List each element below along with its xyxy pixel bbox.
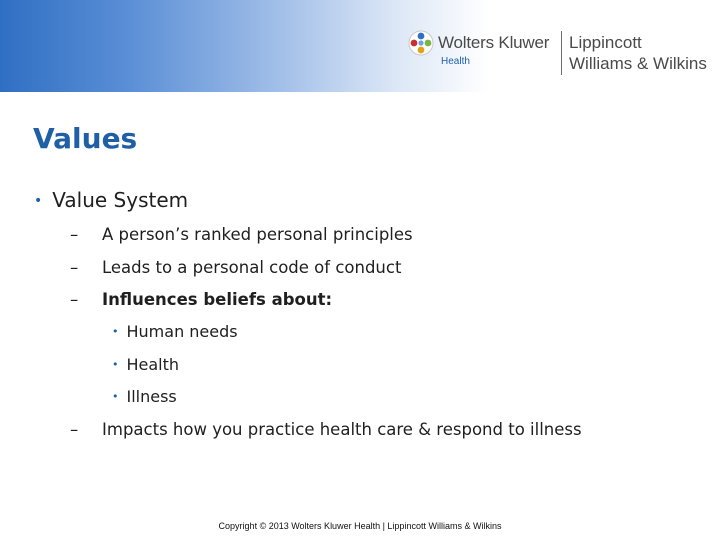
- bullet-icon: •: [112, 390, 119, 403]
- bullet-icon: •: [34, 193, 43, 209]
- sub-item: [70, 290, 332, 309]
- lippincott-line-1: Lippincott: [569, 33, 642, 52]
- lippincott-logo: [569, 32, 707, 74]
- logo-company-name: Wolters Kluwer: [438, 33, 550, 52]
- nested-item: [112, 387, 177, 406]
- sub-item-text: Influences beliefs about:: [102, 290, 333, 309]
- bullet-icon: •: [112, 325, 119, 338]
- sub-item: [70, 258, 401, 277]
- copyright-footer: Copyright © 2013 Wolters Kluwer Health | Lippincott Williams & Wilkins: [218, 521, 502, 531]
- bullet-icon: •: [112, 358, 119, 371]
- sub-item: [70, 225, 413, 244]
- logo-division-name: Health: [441, 56, 470, 67]
- logo-divider: [561, 31, 562, 75]
- wolters-kluwer-mark-icon: [408, 30, 434, 56]
- nested-item: [112, 322, 238, 341]
- slide-title: Values: [33, 122, 138, 155]
- sub-item-text: Impacts how you practice health care & respond to illness: [102, 420, 582, 439]
- wolters-kluwer-logo: [408, 30, 558, 70]
- sub-item-text: Leads to a personal code of conduct: [102, 258, 402, 277]
- lippincott-line-2: Williams & Wilkins: [569, 54, 707, 73]
- sub-item-text: A person’s ranked personal principles: [102, 225, 413, 244]
- sub-item: [70, 420, 582, 439]
- nested-item-text: Human needs: [126, 322, 238, 341]
- main-bullet-item: [34, 188, 188, 212]
- dash-marker: –: [70, 225, 79, 244]
- nested-item-text: Health: [126, 355, 180, 374]
- dash-marker: –: [70, 258, 79, 277]
- dash-marker: –: [70, 290, 79, 309]
- nested-item-text: Illness: [126, 387, 177, 406]
- main-bullet-text: Value System: [52, 188, 189, 212]
- dash-marker: –: [70, 420, 79, 439]
- nested-item: [112, 355, 179, 374]
